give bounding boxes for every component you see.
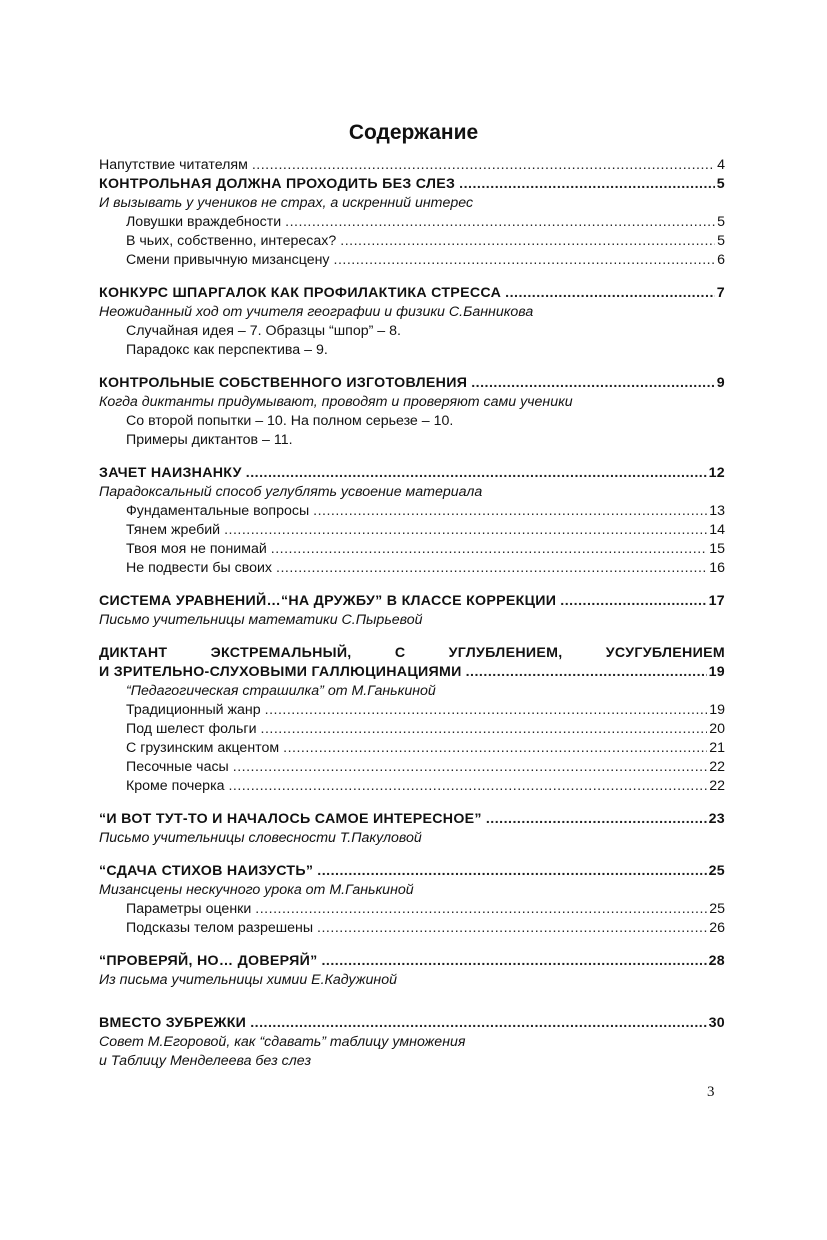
toc-item[interactable] <box>99 919 725 938</box>
dot-leader <box>313 502 707 521</box>
section-subtitle: Когда диктанты придумывают, проводят и проверяют сами ученики <box>99 394 573 410</box>
dot-leader <box>250 1014 706 1033</box>
toc-item[interactable] <box>99 521 725 540</box>
toc-page-number: 5 <box>716 176 725 192</box>
toc-page-number: 14 <box>709 522 725 538</box>
toc-page-number: 23 <box>708 811 725 827</box>
dot-leader <box>224 521 707 540</box>
dot-leader <box>471 374 715 393</box>
section-title: И ЗРИТЕЛЬНО-СЛУХОВЫМИ ГАЛЛЮЦИНАЦИЯМИ <box>99 664 462 680</box>
toc-section-3[interactable] <box>99 374 725 393</box>
dot-leader <box>466 663 707 682</box>
section-subtitle: “Педагогическая страшилка” от М.Ганькиной <box>126 683 436 699</box>
toc-page-number: 16 <box>709 560 725 576</box>
toc-page-number: 21 <box>709 740 725 756</box>
dot-leader <box>255 900 707 919</box>
toc-section-8[interactable] <box>99 862 725 881</box>
dot-leader <box>321 952 706 971</box>
toc-page-number: 28 <box>708 953 725 969</box>
section-subtitle: Письмо учительницы словесности Т.Пакуловой <box>99 830 422 846</box>
toc-item[interactable] <box>99 232 725 251</box>
toc-section-10[interactable] <box>99 1014 725 1033</box>
toc-page-number: 22 <box>709 759 725 775</box>
page-number: 3 <box>707 1084 715 1100</box>
toc-page-number: 30 <box>708 1015 725 1031</box>
toc-inline-items: Парадокс как перспектива – 9. <box>126 342 328 358</box>
toc-item-text: Параметры оценки <box>126 901 252 917</box>
toc-item[interactable] <box>99 701 725 720</box>
dot-leader <box>276 559 707 578</box>
toc-item[interactable] <box>99 739 725 758</box>
toc-page-number: 6 <box>717 252 725 268</box>
section-subtitle: Письмо учительницы математики С.Пырьевой <box>99 612 423 628</box>
table-of-contents <box>99 156 725 1071</box>
toc-page-number: 19 <box>708 664 725 680</box>
dot-leader <box>265 701 708 720</box>
dot-leader <box>228 777 707 796</box>
toc-section-7[interactable] <box>99 810 725 829</box>
dot-leader <box>246 464 707 483</box>
toc-item[interactable] <box>99 900 725 919</box>
toc-item-text: Кроме почерка <box>126 778 225 794</box>
title-word: С <box>394 645 406 661</box>
toc-inline-items: Со второй попытки – 10. На полном серьезе – 10. <box>126 413 454 429</box>
toc-item-text: Ловушки враждебности <box>126 214 282 230</box>
toc-section-6-title-line1[interactable] <box>99 644 725 663</box>
title-word: УГЛУБЛЕНИЕМ, <box>448 645 563 661</box>
section-title: “И ВОТ ТУТ-ТО И НАЧАЛОСЬ САМОЕ ИНТЕРЕСНОЕ” <box>99 811 482 827</box>
toc-item[interactable] <box>99 777 725 796</box>
toc-section-1[interactable] <box>99 175 725 194</box>
toc-item-text: Твоя моя не понимай <box>126 541 267 557</box>
toc-section-5[interactable] <box>99 592 725 611</box>
dot-leader <box>486 810 707 829</box>
dot-leader <box>505 284 715 303</box>
toc-page-number: 26 <box>709 920 725 936</box>
section-title: СИСТЕМА УРАВНЕНИЙ…“НА ДРУЖБУ” В КЛАССЕ КОРРЕКЦИИ <box>99 593 557 609</box>
section-title: КОНКУРС ШПАРГАЛОК КАК ПРОФИЛАКТИКА СТРЕССА <box>99 285 502 301</box>
toc-page-number: 15 <box>709 541 725 557</box>
dot-leader <box>317 919 707 938</box>
dot-leader <box>271 540 707 559</box>
section-title: ВМЕСТО ЗУБРЕЖКИ <box>99 1015 247 1031</box>
toc-item[interactable] <box>99 559 725 578</box>
section-title: ЗАЧЕТ НАИЗНАНКУ <box>99 465 242 481</box>
toc-item-text: Тянем жребий <box>126 522 221 538</box>
toc-item[interactable] <box>99 720 725 739</box>
dot-leader <box>317 862 706 881</box>
section-title: “ПРОВЕРЯЙ, НО… ДОВЕРЯЙ” <box>99 953 318 969</box>
section-title: КОНТРОЛЬНАЯ ДОЛЖНА ПРОХОДИТЬ БЕЗ СЛЕЗ <box>99 176 456 192</box>
toc-page-number: 25 <box>708 863 725 879</box>
toc-page-number: 5 <box>717 233 725 249</box>
toc-page-number: 9 <box>716 375 725 391</box>
toc-item[interactable] <box>99 213 725 232</box>
toc-section-4[interactable] <box>99 464 725 483</box>
toc-inline-items: Случайная идея – 7. Образцы “шпор” – 8. <box>126 323 401 339</box>
title-word: УСУГУБЛЕНИЕМ <box>605 645 725 661</box>
toc-item-text: В чьих, собственно, интересах? <box>126 233 337 249</box>
dot-leader <box>285 213 715 232</box>
toc-page-number: 7 <box>716 285 725 301</box>
dot-leader <box>261 720 708 739</box>
dot-leader <box>334 251 716 270</box>
toc-page-number: 19 <box>709 702 725 718</box>
toc-item-text: Смени привычную мизансцену <box>126 252 330 268</box>
title-word: ЭКСТРЕМАЛЬНЫЙ, <box>210 645 352 661</box>
dot-leader <box>252 156 715 175</box>
toc-item[interactable] <box>99 540 725 559</box>
toc-page-number: 25 <box>709 901 725 917</box>
toc-item-text: Подсказы телом разрешены <box>126 920 314 936</box>
toc-item-text: Традиционный жанр <box>126 702 261 718</box>
dot-leader <box>459 175 715 194</box>
dot-leader <box>560 592 706 611</box>
section-subtitle: Неожиданный ход от учителя географии и физики С.Банникова <box>99 304 534 320</box>
section-subtitle: Совет М.Егоровой, как “сдавать” таблицу умножения <box>99 1034 466 1050</box>
toc-section-6[interactable] <box>99 663 725 682</box>
toc-inline-items: Примеры диктантов – 11. <box>126 432 293 448</box>
dot-leader <box>283 739 707 758</box>
toc-section-9[interactable] <box>99 952 725 971</box>
toc-item-text: Не подвести бы своих <box>126 560 272 576</box>
toc-item[interactable] <box>99 502 725 521</box>
dot-leader <box>340 232 715 251</box>
toc-page-number: 4 <box>717 157 725 173</box>
toc-item-text: Под шелест фольги <box>126 721 257 737</box>
title-word: ДИКТАНТ <box>99 645 168 661</box>
toc-page-number: 22 <box>709 778 725 794</box>
toc-page-number: 17 <box>708 593 725 609</box>
toc-page-number: 13 <box>709 503 725 519</box>
toc-page-number: 20 <box>709 721 725 737</box>
toc-item[interactable] <box>99 251 725 270</box>
toc-section-2[interactable] <box>99 284 725 303</box>
toc-entry-text: Напутствие читателям <box>99 157 248 173</box>
dot-leader <box>233 758 707 777</box>
page-title: Содержание <box>348 121 479 144</box>
toc-item-text: С грузинским акцентом <box>126 740 280 756</box>
section-subtitle: и Таблицу Менделеева без слез <box>99 1053 312 1069</box>
toc-item-text: Фундаментальные вопросы <box>126 503 310 519</box>
toc-item[interactable] <box>99 758 725 777</box>
section-subtitle: Парадоксальный способ углублять усвоение материала <box>99 484 483 500</box>
toc-page-number: 5 <box>717 214 725 230</box>
toc-page-number: 12 <box>708 465 725 481</box>
toc-entry-intro[interactable] <box>99 156 725 175</box>
section-subtitle: И вызывать у учеников не страх, а искренний интерес <box>99 195 474 211</box>
section-title: КОНТРОЛЬНЫЕ СОБСТВЕННОГО ИЗГОТОВЛЕНИЯ <box>99 375 468 391</box>
section-subtitle: Из письма учительницы химии Е.Кадужиной <box>99 972 397 988</box>
toc-item-text: Песочные часы <box>126 759 229 775</box>
section-title: “СДАЧА СТИХОВ НАИЗУСТЬ” <box>99 863 314 879</box>
section-subtitle: Мизансцены нескучного урока от М.Ганькиной <box>99 882 414 898</box>
